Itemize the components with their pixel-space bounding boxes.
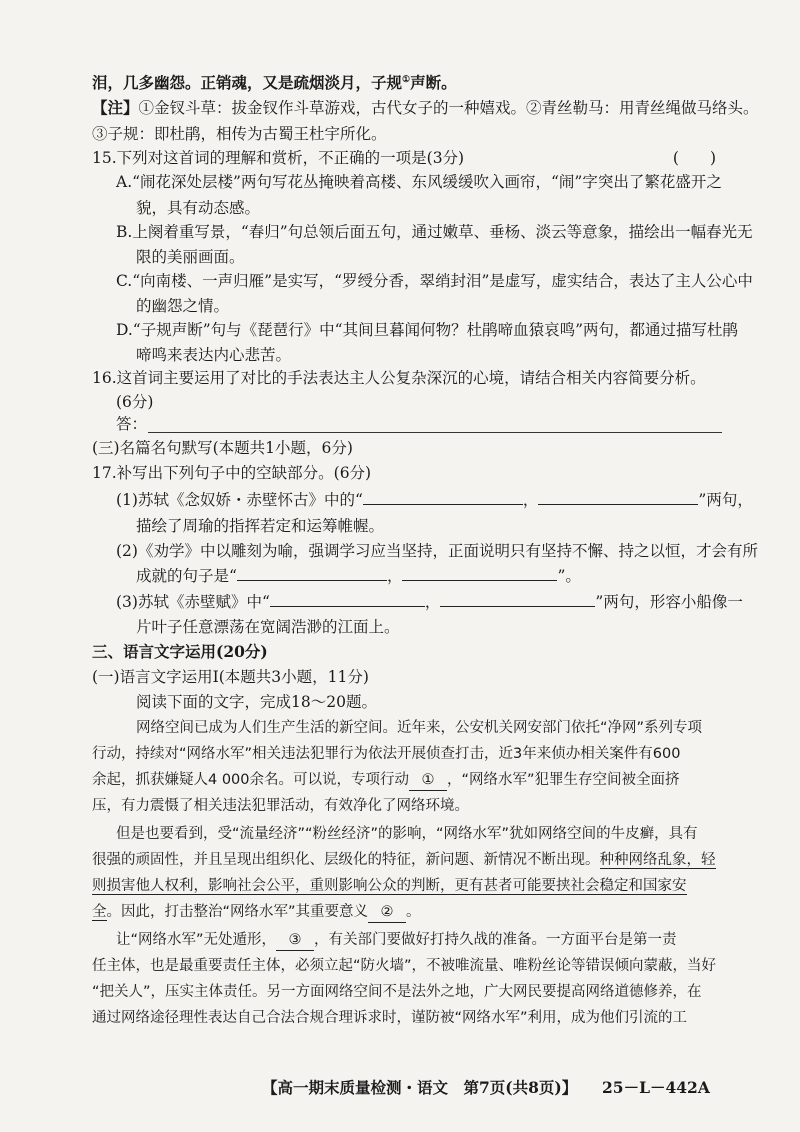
q15-answer-paren[interactable]: ( ) xyxy=(672,149,716,167)
notes-line-2: ③子规：即杜鹃，相传为古蜀王杜宇所化。 xyxy=(92,125,387,143)
q17-item-2-cont: 成就的句子是“ ， ”。 xyxy=(136,567,581,585)
q17-2-blank-a[interactable] xyxy=(237,566,387,581)
q16-answer-label: 答： xyxy=(116,415,148,433)
q15-option-a: A.“闹花深处层楼”两句写花丛掩映着高楼、东风缓缓吹入画帘，“闹”字突出了繁花盛开之 xyxy=(116,173,722,191)
q15-option-a-cont: 貌，具有动态感。 xyxy=(136,199,261,217)
q16-score: (6分) xyxy=(116,393,154,411)
q17-item-1: (1)苏轼《念奴娇・赤壁怀古》中的“ ， ”两句， xyxy=(116,491,753,509)
q16-answer-line[interactable] xyxy=(148,431,722,433)
q15-option-c: C.“向南楼、一声归雁”是实写，“罗绶分香，翠绡封泪”是虚写，虚实结合，表达了主人公心中 xyxy=(116,272,753,290)
footer-code: 25－L－442A xyxy=(602,1078,710,1097)
q15-option-b: B.上阕着重写景，“春归”句总领后面五句，通过嫩草、垂杨、淡云等意象，描绘出一幅春光无 xyxy=(116,223,753,241)
passage-p3-line3: “把关人”，压实主体责任。另一方面网络空间不是法外之地，广大网民要提高网络道德修养，在 xyxy=(92,984,702,1000)
passage-p2-line2: 很强的顽固性，并且呈现出组织化、层级化的特征，新问题、新情况不断出现。种种网络乱象，轻 xyxy=(92,852,716,868)
q17-item-3: (3)苏轼《赤壁赋》中“ ， ”两句，形容小船像一 xyxy=(116,593,743,611)
q17-item-1-cont: 描绘了周瑜的指挥若定和运筹帷幄。 xyxy=(136,517,385,535)
passage-p3-line2: 任主体，也是最重要责任主体，必须立起“防火墙”，不被唯流量、唯粉丝论等错误倾向蒙蔽，当好 xyxy=(92,958,717,974)
passage-blank-1[interactable]: ① xyxy=(409,770,447,791)
q17-1-blank-a[interactable] xyxy=(363,490,523,505)
q17-item-2: (2)《劝学》中以雕刻为喻，强调学习应当坚持，正面说明只有坚持不懈、持之以恒，才会有所 xyxy=(116,542,758,560)
passage-p1-line2: 行动，持续对“网络水军”相关违法犯罪行为依法开展侦查打击，近3年来侦办相关案件有600 xyxy=(92,746,681,762)
q17-2-blank-b[interactable] xyxy=(402,566,557,581)
passage-p1-line1: 网络空间已成为人们生产生活的新空间。近年来，公安机关网安部门依托“净网”系列专项 xyxy=(136,720,703,736)
passage-blank-2[interactable]: ② xyxy=(368,902,406,923)
q15-stem: 15.下列对这首词的理解和赏析，不正确的一项是(3分) ( ) xyxy=(92,149,716,167)
part3-title: 三、语言文字运用(20分) xyxy=(92,642,268,661)
passage-p1-line3: 余起，抓获嫌疑人4 000余名。可以说，专项行动 ① ，“网络水军”犯罪生存空间被全面挤 xyxy=(92,770,722,791)
q17-item-3-cont: 片叶子任意漂荡在宽阔浩渺的江面上。 xyxy=(136,618,400,636)
sub1-title: (一)语言文字运用Ⅰ(本题共3小题，11分) xyxy=(92,668,369,686)
q17-3-blank-b[interactable] xyxy=(440,592,595,607)
q17-3-blank-a[interactable] xyxy=(270,592,425,607)
q17-1-blank-b[interactable] xyxy=(538,490,698,505)
section3-title: (三)名篇名句默写(本题共1小题，6分) xyxy=(92,439,353,457)
notes-line-1: 【注】①金钗斗草：拔金钗作斗草游戏，古代女子的一种嬉戏。②青丝勒马：用青丝绳做马络头。 xyxy=(92,98,759,117)
reading-instruction: 阅读下面的文字，完成18～20题。 xyxy=(136,693,377,711)
passage-p3-line4: 通过网络途径理性表达自己合法合规合理诉求时，谨防被“网络水军”利用，成为他们引流的工 xyxy=(92,1010,688,1026)
q15-option-b-cont: 限的美丽画面。 xyxy=(136,248,245,266)
q15-option-c-cont: 的幽怨之情。 xyxy=(136,297,230,315)
underlined-sentence-part2: 则损害他人权利，影响社会公平，重则影响公众的判断，更有甚者可能要挟社会稳定和国家安 xyxy=(92,878,687,894)
passage-p2-line4: 全。因此，打击整治“网络水军”其重要意义 ② 。 xyxy=(92,902,722,923)
passage-blank-3[interactable]: ③ xyxy=(276,930,314,951)
q16-stem: 16.这首词主要运用了对比的手法表达主人公复杂深沉的心境，请结合相关内容简要分析。 xyxy=(92,369,706,387)
passage-p2-line3 xyxy=(92,876,722,896)
poem-tail: 泪，几多幽怨。正销魂，又是疏烟淡月，子规①声断。 xyxy=(92,73,457,93)
q15-option-d-cont: 啼鸣来表达内心悲苦。 xyxy=(136,346,292,364)
passage-p3-line1: 让“网络水军”无处遁形， ③ ，有关部门要做好打持久战的准备。一方面平台是第一责 xyxy=(116,930,722,951)
passage-p2-line1: 但是也要看到，受“流量经济”“粉丝经济”的影响，“网络水军”犹如网络空间的牛皮癣，具有 xyxy=(116,826,698,842)
underlined-sentence-part1: 种种网络乱象，轻 xyxy=(599,852,716,868)
underlined-sentence-part3: 全 xyxy=(92,904,107,920)
footer-title: 【高一期末质量检测・语文 第7页(共8页)】 xyxy=(262,1078,578,1097)
q17-stem: 17.补写出下列句子中的空缺部分。(6分) xyxy=(92,464,372,482)
passage-p1-line4: 压，有力震慑了相关违法犯罪活动，有效净化了网络环境。 xyxy=(92,798,469,814)
q15-option-d: D.“子规声断”句与《琵琶行》中“其间旦暮闻何物？杜鹃啼血猿哀鸣”两句，都通过描写杜鹃 xyxy=(116,321,739,339)
